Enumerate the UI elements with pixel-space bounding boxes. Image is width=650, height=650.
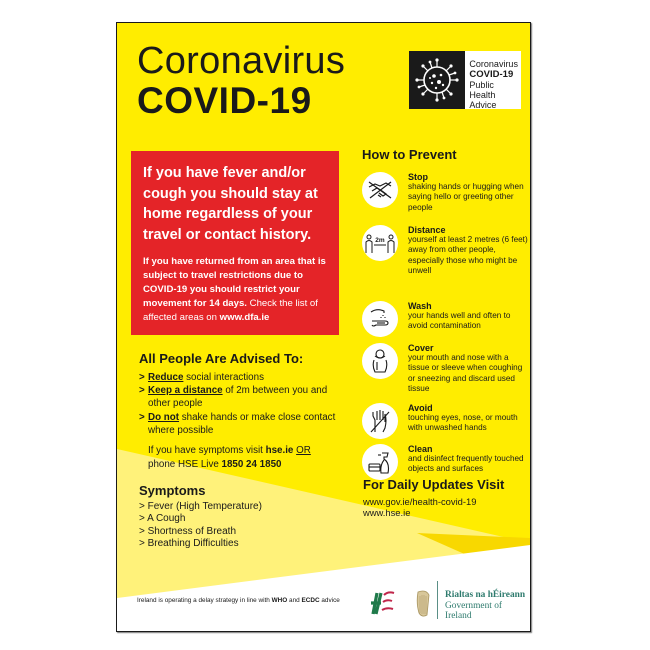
svg-text:2m: 2m xyxy=(375,237,385,244)
warning-headline: If you have fever and/or cough you should stay at home regardless of your travel or contact history. xyxy=(143,165,318,243)
prevent-item-clean xyxy=(362,444,531,480)
prevent-title: Cover xyxy=(408,343,434,353)
updates-heading: For Daily Updates Visit xyxy=(363,477,505,492)
prevent-section xyxy=(362,147,528,474)
prevent-title: Avoid xyxy=(408,403,433,413)
hand-wash-icon xyxy=(362,301,398,337)
symptoms-heading: Symptoms xyxy=(139,483,206,498)
symptom-item: > Shortness of Breath xyxy=(139,525,237,537)
hse-website-link[interactable]: www.hse.ie xyxy=(363,507,411,519)
logo-divider xyxy=(437,581,438,619)
harp-icon xyxy=(414,589,432,624)
symptoms-contact-note: If you have symptoms visit hse.ie OR phone HSE Live 1850 24 1850 xyxy=(148,445,311,470)
symptom-item: > Fever (High Temperature) xyxy=(139,501,262,512)
logo-line-3: Public Health xyxy=(469,80,496,100)
logo-line-4: Advice xyxy=(469,100,497,110)
title-covid19: COVID-19 xyxy=(137,80,312,121)
prevent-desc: and disinfect frequently touched objects and surfaces xyxy=(408,454,524,474)
delay-strategy-note: Ireland is operating a delay strategy in line with WHO and ECDC advice xyxy=(137,597,340,604)
hse-live-phone: 1850 24 1850 xyxy=(221,458,282,470)
prevent-title: Distance xyxy=(408,225,446,235)
virus-icon xyxy=(409,51,465,109)
prevent-item-distance xyxy=(362,225,531,276)
hse-logo-icon xyxy=(367,588,397,618)
dfa-link[interactable]: www.dfa.ie xyxy=(219,312,270,323)
prevent-desc: your hands well and often to avoid contamination xyxy=(408,311,511,331)
symptom-item: > A Cough xyxy=(139,513,186,525)
cough-cover-icon xyxy=(362,343,398,379)
prevent-desc: yourself at least 2 metres (6 feet) away from other people, especially those who might be unwell xyxy=(408,235,528,275)
advised-section xyxy=(139,351,339,471)
advised-item: > Keep a distance of 2m between you and other people xyxy=(139,385,328,410)
prevent-desc: touching eyes, nose, or mouth with unwashed hands xyxy=(408,413,518,433)
advised-item: > Reduce social interactions xyxy=(139,372,264,383)
prevent-item-stop xyxy=(362,172,531,213)
gov-health-link[interactable]: www.gov.ie/health-covid-19 xyxy=(363,496,477,507)
gov-irish-name: Rialtas na hÉireann xyxy=(445,590,526,600)
travel-restriction-check: Check the list of affected areas on xyxy=(143,298,318,323)
government-of-ireland-logo xyxy=(445,590,530,622)
prevent-title: Wash xyxy=(408,301,432,311)
logo-text xyxy=(465,51,521,109)
advised-list xyxy=(139,371,339,437)
spray-sponge-icon xyxy=(362,444,398,480)
travel-restriction-text xyxy=(143,255,329,325)
hse-link[interactable]: hse.ie xyxy=(265,445,294,457)
symptoms-section xyxy=(139,483,339,551)
prevent-title: Stop xyxy=(408,172,428,182)
logo-line-2: COVID-19 xyxy=(469,69,514,80)
prevent-title: Clean xyxy=(408,444,433,454)
symptom-item: > Breathing Difficulties xyxy=(139,538,239,550)
advised-heading: All People Are Advised To: xyxy=(139,351,304,366)
handshake-crossed-icon xyxy=(362,172,398,208)
gov-english-name: Government of Ireland xyxy=(445,600,503,621)
prevent-item-wash xyxy=(362,301,531,337)
distance-2m-icon xyxy=(362,225,398,261)
travel-restriction-bold: If you have returned from an area that is subject to travel restrictions due to COVID-19 you should restrict your movement for 14 days. xyxy=(143,256,326,309)
prevent-heading: How to Prevent xyxy=(362,147,457,162)
advised-item: > Do not shake hands or make close contact where possible xyxy=(139,411,336,436)
logo-line-1: Coronavirus xyxy=(469,59,518,69)
prevent-item-cover xyxy=(362,343,531,394)
public-health-logo xyxy=(409,51,521,109)
prevent-item-avoid xyxy=(362,403,531,439)
hand-no-touch-icon xyxy=(362,403,398,439)
prevent-desc: your mouth and nose with a tissue or sleeve when coughing or sneezing and discard used tissue xyxy=(408,353,523,393)
title-coronavirus: Coronavirus xyxy=(137,40,346,82)
prevent-desc: shaking hands or hugging when saying hello or greeting other people xyxy=(408,182,524,212)
daily-updates-section xyxy=(363,477,531,519)
stay-home-warning-box xyxy=(131,151,339,335)
symptoms-list xyxy=(139,501,339,551)
covid-poster xyxy=(116,22,531,632)
